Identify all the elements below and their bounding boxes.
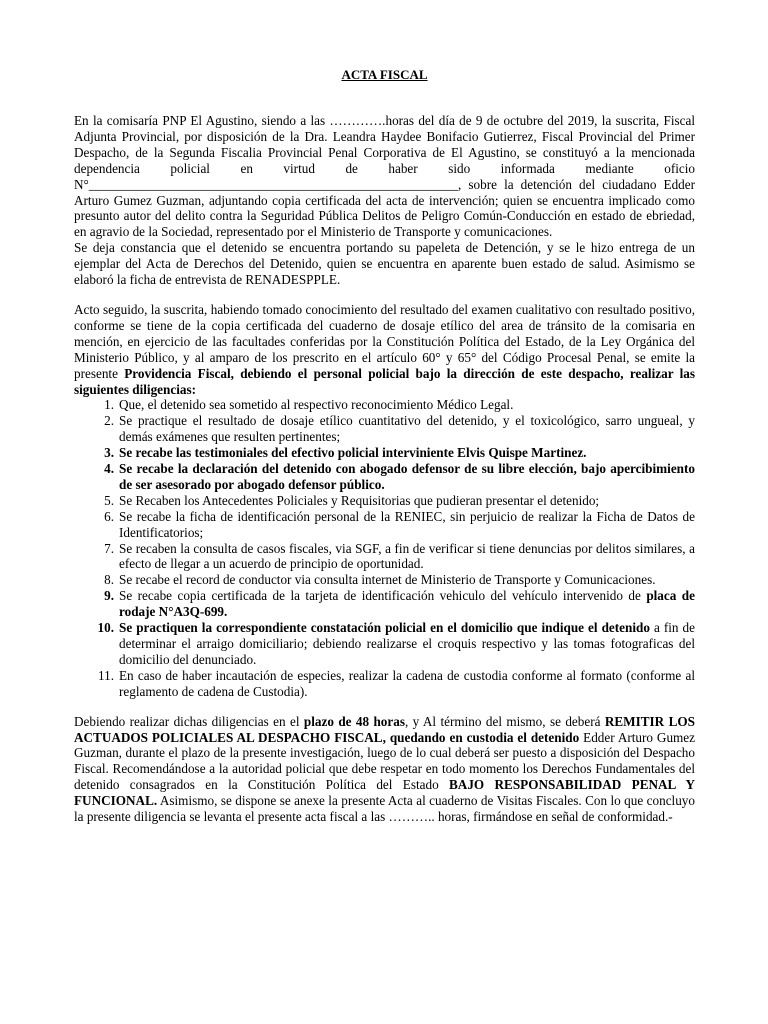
closing-text: Debiendo realizar dichas diligencias en el [74,713,304,729]
list-item-text: Se recaben la consulta de casos fiscales, via SGF, a fin de verificar si tiene denuncias por delitos similares, a efecto de llegar a un acuerdo de principio de oportunidad. [119,540,695,572]
paragraph-closing [74,714,695,825]
list-item-number: 4. [104,461,114,477]
list-item-number: 9. [104,588,114,604]
paragraph-acto-seguido [74,302,695,397]
list-item-number: 5. [104,492,114,508]
closing-text: Asimismo, se dispone se anexe la presente Acta al cuaderno de Visitas Fiscales. Con lo que concluyo la presente diligencia se levanta el presente acta fiscal a las ……….. horas, firmándose en señal de conformidad.- [74,793,695,825]
list-item-text: Se recabe copia certificada de la tarjeta de identificación vehiculo del vehículo intervenido de [119,588,647,604]
list-item-number: 10. [97,620,114,636]
diligencias-list [74,397,695,699]
list-item [74,509,695,541]
list-item-text: Se recabe las testimoniales del efectivo policial interviniente Elvis Quispe Martinez. [119,445,587,461]
remitir-text: REMITIR LOS ACTUADOS POLICIALES AL DESPACHO FISCAL, quedando en custodia el detenido [74,713,695,745]
list-item-text: Se Recaben los Antecedentes Policiales y Requisitorias que pudieran presentar el detenido; [119,492,600,508]
list-item-text: Que, el detenido sea sometido al respectivo reconocimiento Médico Legal. [119,397,514,413]
list-item-number: 8. [104,572,114,588]
list-item-text: Se practique el resultado de dosaje etílico cuantitativo del detenido, y el toxicológico, sarro ungueal, y demás exámenes que resulten pertinentes; [119,413,695,445]
spacer [74,700,695,714]
list-item-number: 2. [104,413,114,429]
closing-text: , y Al término del mismo, se deberá [404,713,605,729]
list-item [74,413,695,445]
list-item-text: En caso de haber incautación de especies, realizar la cadena de custodia conforme al formato (conforme al reglamento de cadena de Custodia). [119,667,695,699]
acto-seguido-text: Acto seguido, la suscrita, habiendo tomado conocimiento del resultado del examen cualitativo con resultado positivo, conforme se tiene de la copia certificada del cuaderno de dosaje etílico del area de tránsito de la comisaria en mención, en ejercicio de las facultades conferidas por la Constitución Política del Estado, de la Ley Orgánica del Ministerio Público, y al amparo de los prescrito en el artículo 60° y 65° del Código Procesal Penal, se emite la presente [74,301,695,381]
list-item-number: 7. [104,540,114,556]
closing-text: Edder Arturo Gumez Guzman, durante el plazo de la presente investigación, luego de lo cual deberá ser puesto a disposición del Despacho Fiscal. Recomendándose a la autoridad policial que debe respetar en todo momento los Derechos Fundamentales del detenido consagrados en la Constitución Política del Estado [74,729,696,793]
list-item-text: Se recabe la declaración del detenido con abogado defensor de su libre elección, bajo apercibimiento de ser asesorado por abogado defensor público. [119,461,695,492]
placa-rodaje-text: placa de rodaje N°A3Q-699. [119,588,695,620]
list-item [74,397,695,413]
list-item-text: Se recabe la ficha de identificación personal de la RENIEC, sin perjuicio de realizar la Ficha de Datos de Identificatorios; [119,508,695,540]
list-item-text-rest: a fin de determinar el arraigo domiciliario; debiendo realizarse el croquis respectivo y las tomas fotograficas del domicilio del denunciado. [119,620,695,667]
list-item [74,588,695,620]
list-item [74,572,695,588]
list-item [74,445,695,461]
spacer [74,288,695,302]
list-item-text: Se recabe el record de conductor via consulta internet de Ministerio de Transporte y Comunicaciones. [119,572,656,588]
list-item-text: Se practiquen la correspondiente constatación policial en el domicilio que indique el detenido [119,620,650,636]
paragraph-constancia: Se deja constancia que el detenido se encuentra portando su papeleta de Detención, y se le hizo entrega de un ejemplar del Acta de Derechos del Detenido, quien se encuentra en aparente buen estado de salud. Asimismo se elaboró la ficha de entrevista de RENADESPPLE. [74,240,695,288]
plazo-text: plazo de 48 horas [303,713,405,729]
list-item [74,668,695,700]
providencia-fiscal-text: Providencia Fiscal, debiendo el personal policial bajo la dirección de este despacho, realizar las siguientes diligencias: [74,365,695,397]
list-item-number: 11. [98,667,114,683]
list-item [74,461,695,493]
list-item [74,620,695,668]
list-item [74,541,695,573]
responsabilidad-text: BAJO RESPONSABILIDAD PENAL Y FUNCIONAL. [74,777,695,809]
list-item [74,493,695,509]
list-item-number: 6. [104,508,114,524]
list-item-number: 1. [104,397,114,413]
paragraph-intro: En la comisaría PNP El Agustino, siendo a las ………….horas del día de 9 de octubre del 2019, la suscrita, Fiscal Adjunta Provincial, por disposición de la Dra. Leandra Haydee Bonifacio Gutierrez, Fiscal Provincial del Primer Despacho, de la Segunda Fiscalia Provincial Penal Corporativa de El Agustino, se constituyó a la mencionada dependencia policial en virtud de haber sido informada mediante oficio N°________________________________________________________, sobre la detención del ciudadano Edder Arturo Gumez Guzman, adjuntando copia certificada del acta de intervención; quien se encuentra implicado como presunto autor del delito contra la Seguridad Pública Delitos de Peligro Común-Conducción en estado de ebriedad, en agravio de la Sociedad, representado por el Ministerio de Transporte y comunicaciones. [74,113,695,240]
list-item-number: 3. [104,445,114,461]
document-title: ACTA FISCAL [341,67,428,82]
